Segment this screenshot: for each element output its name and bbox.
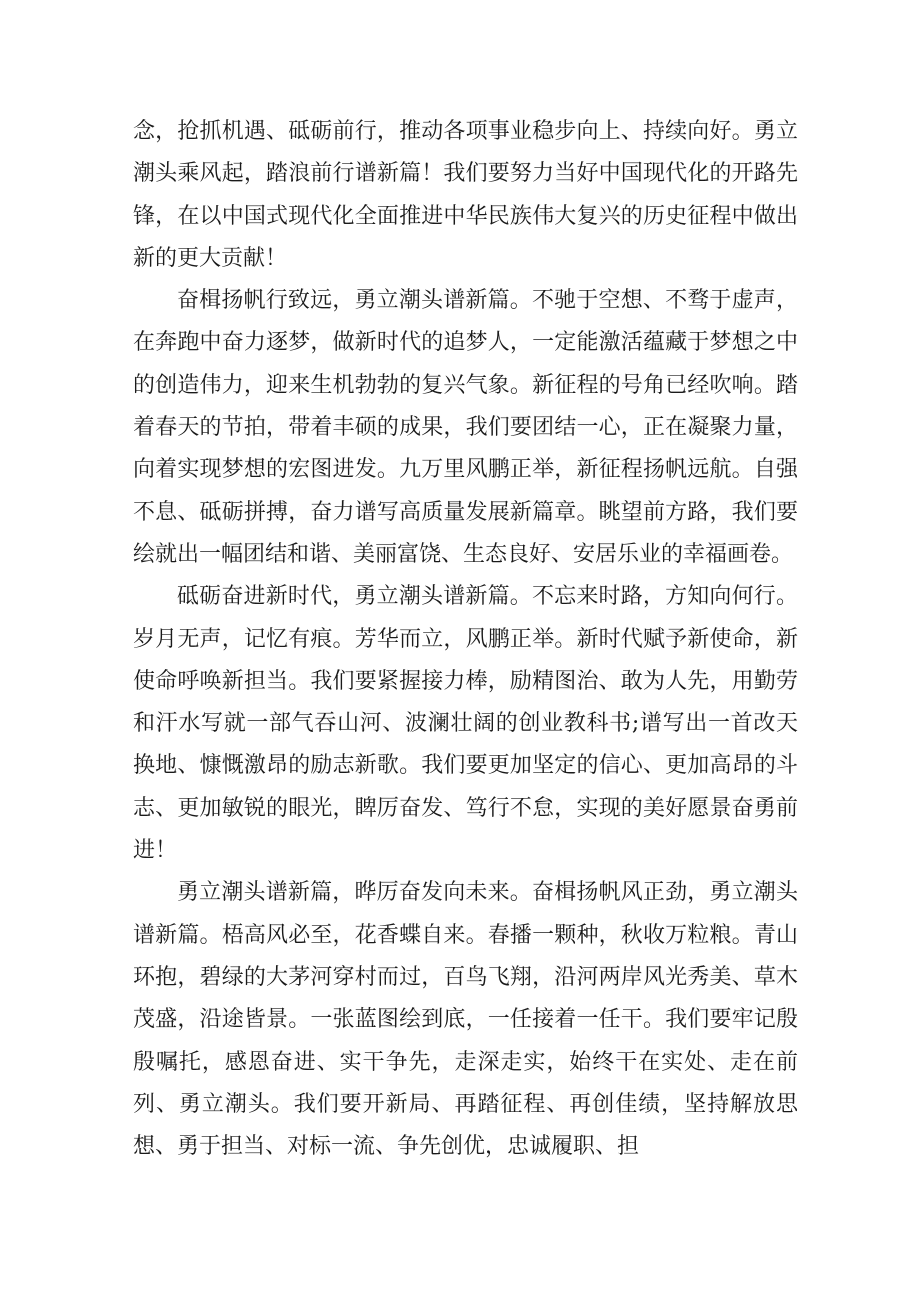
paragraph-4: 勇立潮头谱新篇，晔厉奋发向未来。奋楫扬帆风正劲，勇立潮头谱新篇。梧高风必至，花香蝶自来。春播一颗种，秋收万粒粮。青山环抱，碧绿的大茅河穿村而过，百鸟飞翔，沿河两岸风光秀美、草木茂盛，沿途皆景。一张蓝图绘到底，一任接着一任干。我们要牢记殷殷嘱托，感恩奋进、实干争先，走深走实，始终干在实处、走在前列、勇立潮头。我们要开新局、再踏征程、再创佳绩，坚持解放思想、勇于担当、对标一流、争先创优，忠诚履职、担 <box>133 880 798 1160</box>
body-text <box>133 111 798 1168</box>
paragraph-1: 念，抢抓机遇、砥砺前行，推动各项事业稳步向上、持续向好。勇立潮头乘风起，踏浪前行谱新篇！我们要努力当好中国现代化的开路先锋，在以中国式现代化全面推进中华民族伟大复兴的历史征程中做出新的更大贡献！ <box>133 119 798 271</box>
paragraph-3: 砥砺奋进新时代，勇立潮头谱新篇。不忘来时路，方知向何行。岁月无声，记忆有痕。芳华而立，风鹏正举。新时代赋予新使命，新使命呼唤新担当。我们要紧握接力棒，励精图治、敢为人先，用勤劳和汗水写就一部气吞山河、波澜壮阔的创业教科书;谱写出一首改天换地、慷慨激昂的励志新歌。我们要更加坚定的信心、更加高昂的斗志、更加敏锐的眼光，睥厉奋发、笃行不怠，实现的美好愿景奋勇前进！ <box>133 584 798 864</box>
paragraph-2: 奋楫扬帆行致远，勇立潮头谱新篇。不驰于空想、不骛于虚声，在奔跑中奋力逐梦，做新时代的追梦人，一定能激活蕴藏于梦想之中的创造伟力，迎来生机勃勃的复兴气象。新征程的号角已经吹响。踏着春天的节拍，带着丰硕的成果，我们要团结一心，正在凝聚力量，向着实现梦想的宏图进发。九万里风鹏正举，新征程扬帆远航。自强不息、砥砺拼搏，奋力谱写高质量发展新篇章。眺望前方路，我们要绘就出一幅团结和谐、美丽富饶、生态良好、安居乐业的幸福画卷。 <box>133 288 798 567</box>
